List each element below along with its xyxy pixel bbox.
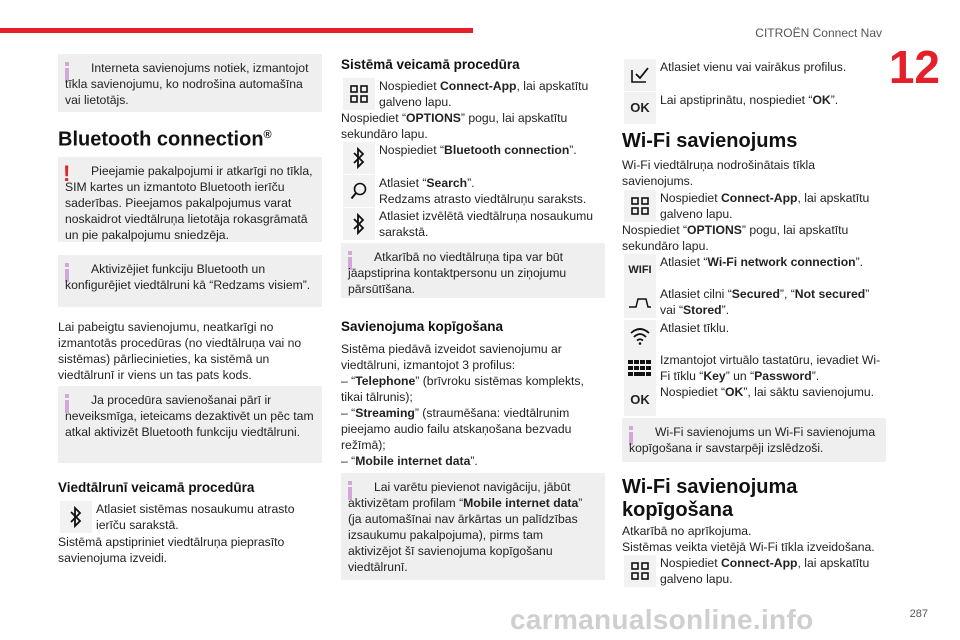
step-text: Nospiediet Connect-App, lai apskatītu galveno lapu. [660, 556, 870, 586]
bluetooth-icon [343, 142, 375, 174]
step-text: Nospiediet Connect-App, lai apskatītu galveno lapu. [379, 79, 589, 109]
step-item [341, 78, 605, 112]
bluetooth-icon [343, 208, 375, 240]
step-text: Izmantojot virtuālo tastatūru, ievadiet Wi-Fi tīklu “Key” un “Password”. [660, 353, 881, 383]
info-text: Ja procedūra savienošanai pārī ir neveiksmīga, ieteicams dezaktivēt un pēc tam atkal aktivizēt Bluetooth funkciju viedtālruni. [65, 393, 314, 439]
apps-grid-icon [624, 555, 656, 587]
paragraph: Atkarībā no aprīkojuma. [622, 524, 752, 538]
list-item: – “Telephone” (brīvroku sistēmas komplekts, tikai tālrunis); [341, 374, 584, 404]
step-text: Nospiediet “Bluetooth connection”. [379, 143, 577, 157]
step-item [622, 384, 886, 416]
info-text: Wi-Fi savienojums un Wi-Fi savienojuma kopīgošana ir savstarpēji izslēdzoši. [629, 425, 876, 455]
paragraph: Lai pabeigtu savienojumu, neatkarīgi no izmantotās procedūras (no viedtālruņa vai no sistēmas) pārliecinieties, ka sistēmā un viedtālrunī ir viens un tas pats kods. [58, 320, 302, 382]
section-title: Wi-Fi savienojums [622, 130, 798, 152]
paragraph: Sistēma piedāvā izveidot savienojumu ar viedtālruni, izmantojot 3 profilus: [341, 342, 562, 372]
subsection-title: Viedtālrunī veicamā procedūra [58, 480, 255, 495]
step-item [341, 208, 605, 242]
step-item [622, 59, 886, 91]
apps-grid-icon [624, 190, 656, 222]
step-item [58, 501, 322, 535]
paragraph: Sistēmā apstipriniet viedtālruņa pieprasīto savienojuma izveidi. [58, 535, 285, 565]
step-text: Nospiediet Connect-App, lai apskatītu galveno lapu. [660, 191, 870, 221]
paragraph: Nospiediet “OPTIONS” pogu, lai apskatītu sekundāro lapu. [341, 111, 568, 141]
step-item [622, 555, 886, 589]
watermark: carmanualsonline.info [510, 604, 814, 635]
apps-grid-icon [343, 78, 375, 110]
step-text: Nospiediet “OK”, lai sāktu savienojumu. [660, 385, 875, 399]
chapter-number: 12 [888, 41, 940, 93]
keyboard-icon [624, 352, 656, 384]
paragraph: Nospiediet “OPTIONS” pogu, lai apskatītu sekundāro lapu. [622, 223, 849, 253]
warning-box [58, 157, 322, 242]
step-item [341, 142, 605, 174]
info-box [58, 386, 322, 463]
paragraph: Wi-Fi viedtālruņa nodrošinātais tīkla savienojums. [622, 158, 816, 188]
step-text: Atlasiet “Search”. Redzams atrasto viedtālruņu saraksts. [379, 176, 587, 206]
bluetooth-icon [60, 501, 92, 533]
info-text: Interneta savienojums notiek, izmantojot tīkla savienojumu, ko nodrošina automašīna vai lietotājs. [65, 61, 309, 107]
step-item [622, 352, 886, 384]
list-item: – “Streaming” (straumēšana: viedtālrunim pieejamo audio failu atskaņošana bezvadu režīmā); [341, 406, 572, 452]
section-title: Bluetooth connection® [58, 128, 272, 151]
warning-text: Pieejamie pakalpojumi ir atkarīgi no tīkla, SIM kartes un izmantoto Bluetooth ierīču saderības. Pieejamos pakalpojumus varat noskaidrot viedtālruņa lietotāja rokasgrāmatā un pie pakalpojumu sniedzēja. [65, 164, 313, 242]
section-title: Wi-Fi savienojuma kopīgošana [622, 476, 798, 521]
info-text: Atkarībā no viedtālruņa tipa var būt jāapstiprina kontaktpersonu un ziņojumu pārsūtīšana. [348, 250, 567, 296]
ok-icon: OK [624, 384, 656, 416]
list-item: – “Mobile internet data”. [341, 454, 478, 468]
info-box [341, 473, 605, 580]
info-box [622, 418, 886, 462]
page-number: 287 [909, 608, 928, 620]
wifi-label-icon: WIFI [624, 254, 656, 286]
step-text: Atlasiet “Wi-Fi network connection”. [660, 255, 864, 269]
paragraph: Sistēmas veikta vietējā Wi-Fi tīkla izveidošana. [622, 540, 875, 554]
step-item [341, 175, 605, 209]
info-text: Aktivizējiet funkciju Bluetooth un konfigurējiet viedtālruni kā “Redzams visiem”. [65, 262, 311, 292]
step-text: Atlasiet cilni “Secured”, “Not secured” vai “Stored”. [660, 287, 870, 317]
info-box [341, 243, 605, 298]
step-text: Atlasiet tīklu. [660, 321, 730, 335]
subsection-title: Sistēmā veicamā procedūra [341, 57, 520, 72]
step-item [622, 254, 886, 286]
subsection-title: Savienojuma kopīgošana [341, 319, 504, 334]
step-item [622, 286, 886, 320]
step-item [622, 92, 886, 124]
step-item [622, 320, 886, 352]
checkbox-icon [624, 59, 656, 91]
step-item [622, 190, 886, 224]
info-text: Lai varētu pievienot navigāciju, jābūt aktivizētam profilam “Mobile internet data” (ja automašīnai nav ārkārtas un palīdzības izsaukumu pakalpojuma), pirms tam aktivizējot šī savienojuma kopīgošanu viedtālrunī. [348, 480, 583, 574]
step-text: Atlasiet sistēmas nosaukumu atrasto ierīču sarakstā. [96, 502, 295, 532]
step-text: Atlasiet vienu vai vairākus profilus. [660, 60, 847, 74]
warning-icon: ! [63, 161, 71, 186]
step-text: Lai apstiprinātu, nospiediet “OK”. [660, 93, 839, 107]
info-box [58, 54, 322, 112]
header-accent-bar [0, 28, 473, 33]
tabs-icon [624, 286, 656, 318]
step-text: Atlasiet izvēlētā viedtālruņa nosaukumu sarakstā. [379, 209, 594, 239]
wifi-icon [624, 320, 656, 352]
brand-name: CITROËN Connect Nav [755, 26, 882, 40]
ok-icon: OK [624, 92, 656, 124]
search-icon [343, 175, 375, 207]
info-box [58, 255, 322, 307]
